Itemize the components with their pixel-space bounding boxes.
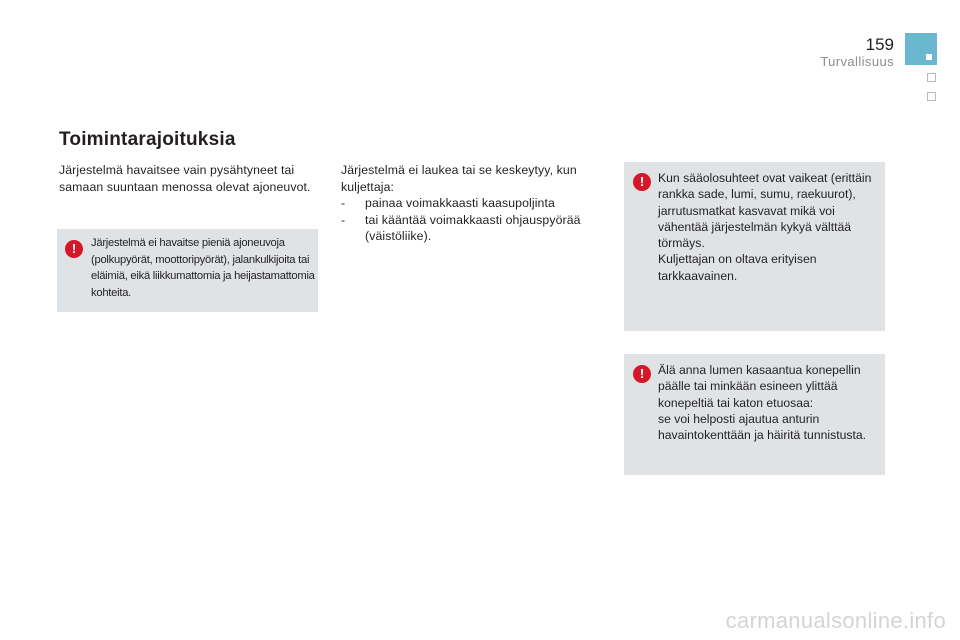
col1-intro-text: Järjestelmä havaitsee vain pysähtyneet tai samaan suuntaan menossa olevat ajoneuvot. (59, 163, 311, 194)
warning-icon: ! (633, 365, 651, 383)
page-number: 159 (865, 35, 894, 54)
watermark: carmanualsonline.info (725, 608, 946, 633)
warning-icon: ! (633, 173, 651, 191)
list-item-text: painaa voimakkaasti kaasupoljinta (365, 196, 555, 210)
list-bullet: - (341, 212, 346, 227)
list-item (341, 212, 601, 245)
warning-text-line: Älä anna lumen kasaantua konepellin päälle tai minkään esineen ylittää konepeltiä tai katon etuosaa: (658, 363, 861, 410)
list-item-text: tai kääntää voimakkaasti ohjauspyörää (väistöliike). (365, 212, 581, 243)
list-bullet: - (341, 196, 346, 210)
warning-text-line: Kuljettajan on oltava erityisen tarkkaavainen. (658, 252, 817, 283)
warning-text (658, 170, 882, 284)
tab-dot (926, 54, 932, 60)
list-item (341, 195, 601, 212)
warning-box-weather (624, 162, 885, 331)
section-title: Turvallisuus (820, 54, 894, 69)
warning-icon: ! (65, 240, 83, 258)
page-title: Toimintarajoituksia (59, 129, 236, 150)
warning-text-line: se voi helposti ajautua anturin havaintokenttään ja häiritä tunnistusta. (658, 411, 867, 443)
tab-marker-empty (927, 73, 936, 82)
col2-intro-text: Järjestelmä ei laukea tai se keskeytyy, kun kuljettaja: (341, 163, 577, 194)
warning-text (658, 362, 882, 443)
warning-text-line: Kun sääolosuhteet ovat vaikeat (erittäin rankka sade, lumi, sumu, raekuurot), jarrutusmatkat kasvavat mikä voi vähentää järjestelmän kykyä välttää törmäys. (658, 171, 872, 251)
col2-text (341, 162, 601, 245)
warning-box-snow (624, 354, 885, 475)
tab-marker-empty (927, 92, 936, 101)
warning-box-small-objects (57, 229, 318, 312)
condition-list (341, 195, 601, 245)
warning-text: Järjestelmä ei havaitse pieniä ajoneuvoja (polkupyörät, moottoripyörät), jalankulkijoita tai eläimiä, eikä liikkumattomia ja heijastamattomia kohteita. (91, 237, 315, 299)
section-tab-marker (905, 33, 937, 65)
